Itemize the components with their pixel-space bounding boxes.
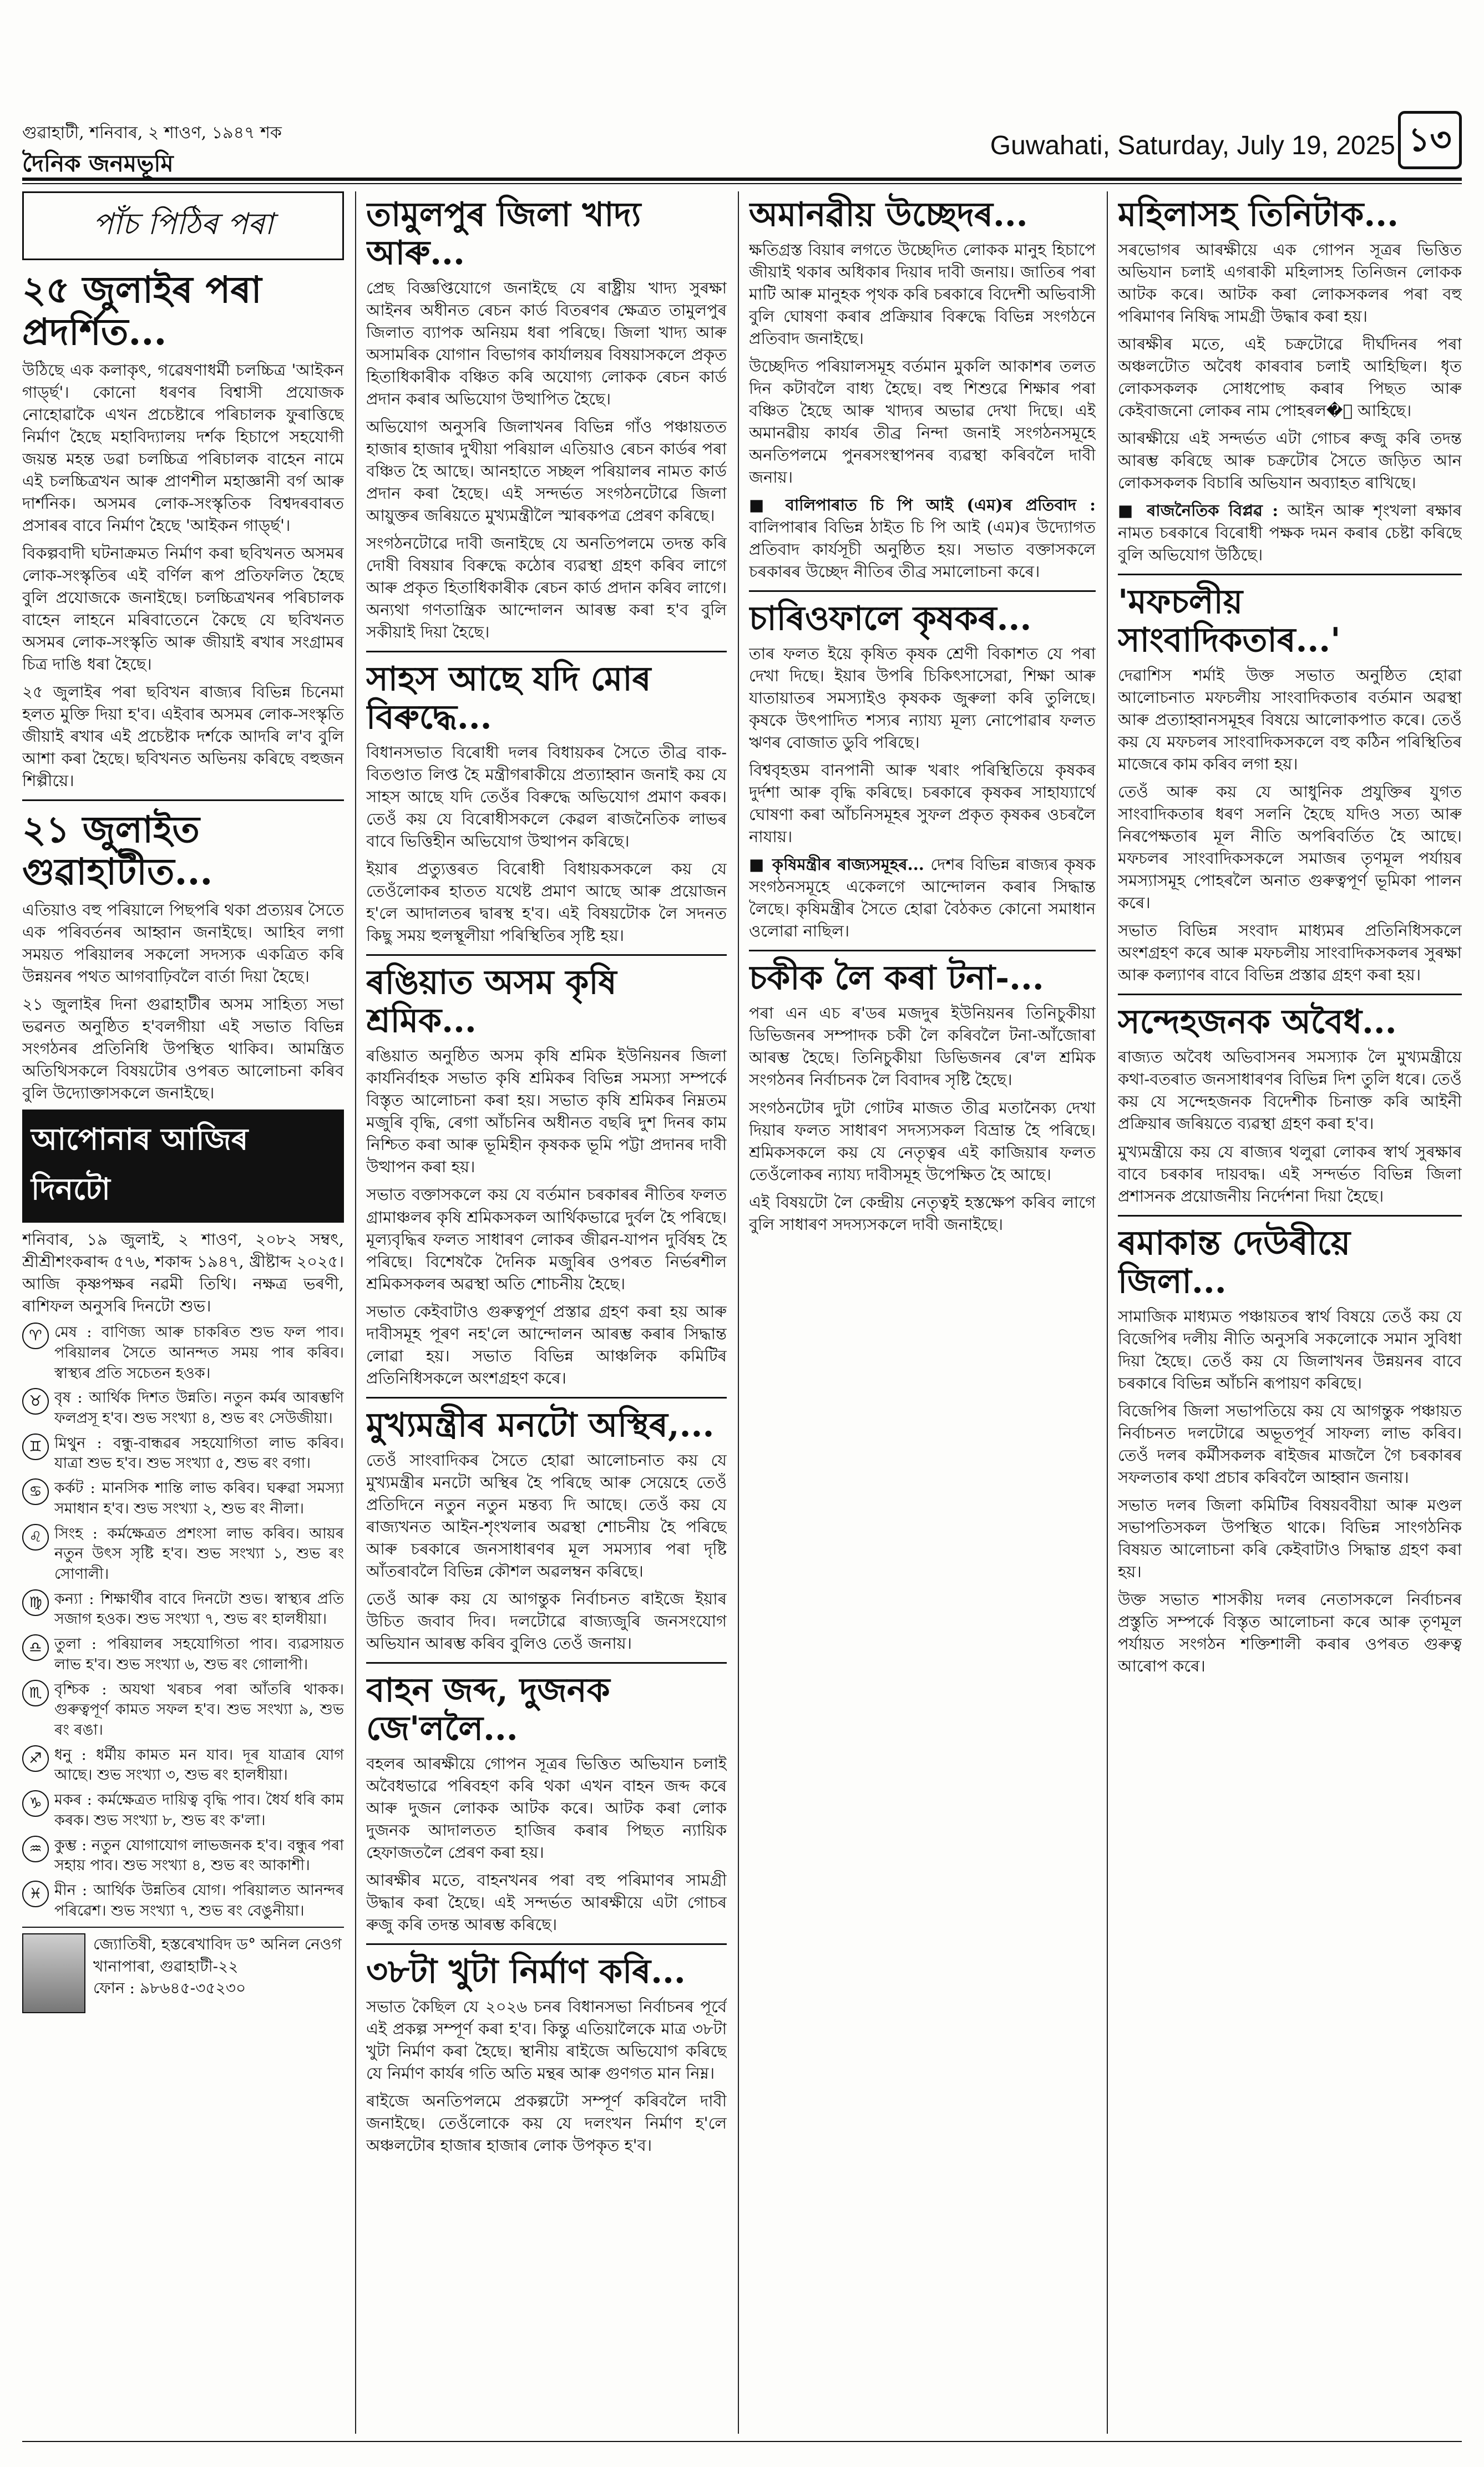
bullet-lead: ■ ৰাজনৈতিক বিপ্লৱ :: [1118, 501, 1279, 520]
astrologer-photo: [22, 1933, 85, 2013]
horoscope-text: মেষ : বাণিজ্য আৰু চাকৰিত শুভ ফল পাব। পৰিয়ালৰ সৈতে আনন্দত সময় পাৰ কৰিব। স্বাস্থ্যৰ প্ৰতি সচেতন হওক।: [54, 1324, 344, 1382]
masthead-rule-thin: [22, 183, 1462, 184]
article-paragraph: সংগঠনটোৰ দুটা গোটৰ মাজত তীব্ৰ মতানৈক্য দেখা দিয়াৰ ফলত সাধাৰণ সদস্যসকল বিভ্ৰান্ত হৈ পৰিছে। শ্ৰমিকসকলে কয় যে নেতৃত্বৰ এই কাজিয়াৰ ফলত তেওঁলোকৰ ন্যায্য দাবীসমূহ উপেক্ষিত হৈ আছে।: [749, 1098, 1096, 1184]
article-paragraph: দেৱাশিস শৰ্মাই উক্ত সভাত অনুষ্ঠিত হোৱা আলোচনাত মফচলীয় সাংবাদিকতাৰ বৰ্তমান অৱস্থা আৰু প্ৰত্যাহ্বানসমূহৰ বিষয়ে আলোকপাত কৰে। তেওঁ কয় যে মফচলৰ সাংবাদিকসকলে বহু কঠিন পৰিস্থিতিৰ মাজেৰে কাম কৰিব লগা হয়।: [1118, 666, 1462, 774]
dateline-left: গুৱাহাটী, শনিবাৰ, ২ শাওণ, ১৯৪৭ শক: [22, 123, 282, 143]
capricorn-icon: ♑: [22, 1790, 49, 1817]
horoscope-item: [22, 1524, 344, 1585]
astrologer-card: [22, 1927, 344, 2013]
article-paragraph: সভাত দলৰ জিলা কমিটিৰ বিষয়ববীয়া আৰু মণ্ডল সভাপতিসকল উপস্থিত থাকে। বিভিন্ন সাংগঠনিক বিষয়ত আলোচনা কৰি কেইবাটাও সিদ্ধান্ত গ্ৰহণ কৰা হয়।: [1118, 1495, 1462, 1581]
headline[interactable]: বাহন জব্দ, দুজনক জে'ললৈ...: [366, 1670, 610, 1748]
column-3: [749, 191, 1096, 2434]
article-paragraph: সৰভোগৰ আৰক্ষীয়ে এক গোপন সূত্ৰৰ ভিত্তিত অভিযান চলাই এগৰাকী মহিলাসহ তিনিজন লোকক আটক কৰে। আটক কৰা লোকসকলৰ পৰা বহু পৰিমাণৰ নিষিদ্ধ সামগ্ৰী উদ্ধাৰ কৰা হয়।: [1118, 240, 1462, 326]
horoscope-item: [22, 1745, 344, 1786]
cancer-icon: ♋: [22, 1478, 49, 1505]
horoscope-list: [22, 1323, 344, 1921]
article-paragraph: উক্ত সভাত শাসকীয় দলৰ নেতাসকলে নিৰ্বাচনৰ প্ৰস্তুতি সম্পৰ্কে বিস্তৃত আলোচনা কৰে আৰু তৃণমূল পৰ্যায়ত সংগঠন শক্তিশালী কৰাৰ ওপৰত গুৰুত্ব আৰোপ কৰে।: [1118, 1589, 1462, 1675]
headline[interactable]: অমানৱীয় উচ্ছেদৰ...: [749, 195, 1028, 234]
column-2: [366, 191, 727, 2434]
headline[interactable]: তামুলপুৰ জিলা খাদ্য আৰু...: [366, 195, 641, 272]
column-divider: [355, 191, 356, 2434]
horoscope-text: সিংহ : কৰ্মক্ষেত্ৰত প্ৰশংসা লাভ কৰিব। আয়ৰ নতুন উৎস সৃষ্টি হ'ব। শুভ সংখ্যা ১, শুভ ৰং সোণালী।: [54, 1524, 344, 1583]
horoscope-intro: শনিবাৰ, ১৯ জুলাই, ২ শাওণ, ২০৮২ সম্বৎ, শ্ৰীশ্ৰীশংকৰাব্দ ৫৭৬, শকাব্দ ১৯৪৭, খ্ৰীষ্টাব্দ ২০২৫। আজি কৃষ্ণপক্ষৰ নৱমী তিথি। নক্ষত্ৰ ভৰণী, ৰাশিফল অনুসৰি দিনটো শুভ।: [22, 1230, 344, 1316]
divider: [749, 950, 1096, 951]
astrologer-place: খানাপাৰা, গুৱাহাটী-২২: [93, 1957, 239, 1975]
aries-icon: ♈: [22, 1323, 49, 1349]
article-bullet: [1118, 499, 1462, 566]
divider: [366, 1662, 727, 1664]
article-paragraph: আৰক্ষীৰ মতে, বাহনখনৰ পৰা বহু পৰিমাণৰ সামগ্ৰী উদ্ধাৰ কৰা হৈছে। এই সন্দৰ্ভত আৰক্ষীয়ে এটা গোচৰ ৰুজু কৰি তদন্ত আৰম্ভ কৰিছে।: [366, 1870, 727, 1934]
horoscope-text: তুলা : পৰিয়ালৰ সহযোগিতা পাব। ব্যৱসায়ত লাভ হ'ব। শুভ সংখ্যা ৬, শুভ ৰং গোলাপী।: [54, 1635, 344, 1673]
bullet-text: বালিপাৰাৰ বিভিন্ন ঠাইত চি পি আই (এম)ৰ উদ্যোগত প্ৰতিবাদ কাৰ্যসূচী অনুষ্ঠিত হয়। সভাত বক্তাসকলে চৰকাৰৰ উচ্ছেদ নীতিৰ তীব্ৰ সমালোচনা কৰে।: [749, 518, 1096, 581]
article-paragraph: ২৫ জুলাইৰ পৰা ছবিখন ৰাজ্যৰ বিভিন্ন চিনেমা হলত মুক্তি দিয়া হ'ব। এইবাৰ অসমৰ লোক-সংস্কৃতি জীয়াই ৰখাৰ এই প্ৰচেষ্টাক দৰ্শকে আদৰি ল'ব বুলি আশা কৰা হৈছে। ছবিখনত অভিনয় কৰিছে বহুজন শিল্পীয়ে।: [22, 682, 344, 791]
virgo-icon: ♍: [22, 1589, 49, 1616]
article-paragraph: সভাত বিভিন্ন সংবাদ মাধ্যমৰ প্ৰতিনিধিসকলে অংশগ্ৰহণ কৰে আৰু মফচলীয় সাংবাদিকসকলৰ সুৰক্ষা আৰু কল্যাণৰ বাবে বিভিন্ন প্ৰস্তাৱ গ্ৰহণ কৰা হয়।: [1118, 921, 1462, 985]
horoscope-item: [22, 1836, 344, 1876]
astrologer-name: জ্যোতিষী, হস্তৰেখাবিদ ড° অনিল নেওগ: [93, 1935, 342, 1954]
divider: [366, 651, 727, 652]
aquarius-icon: ♒: [22, 1836, 49, 1862]
leo-icon: ♌: [22, 1524, 49, 1551]
article-paragraph: ৰাজ্যত অবৈধ অভিবাসনৰ সমস্যাক লৈ মুখ্যমন্ত্ৰীয়ে কথা-বতৰাত জনসাধাৰণৰ বিভিন্ন দিশ তুলি ধৰে। তেওঁ কয় যে সন্দেহজনক বিদেশীক চিনাক্ত কৰি আইনী প্ৰক্ৰিয়াৰ জৰিয়তে ব্যৱস্থা গ্ৰহণ কৰা হ'ব।: [1118, 1047, 1462, 1133]
divider: [366, 954, 727, 956]
article-paragraph: মুখ্যমন্ত্ৰীয়ে কয় যে ৰাজ্যৰ থলুৱা লোকৰ স্বাৰ্থ সুৰক্ষাৰ বাবে চৰকাৰ দায়বদ্ধ। এই সন্দৰ্ভত বিভিন্ন জিলা প্ৰশাসনক প্ৰয়োজনীয় নিৰ্দেশনা দিয়া হৈছে।: [1118, 1142, 1462, 1205]
horoscope-item: [22, 1433, 344, 1474]
article-paragraph: উঠিছে এক কলাকৃৎ, গৱেষণাধৰ্মী চলচ্চিত্ৰ 'আইকন গাৰ্ড্ছ'। কোনো ধৰণৰ বিশ্বাসী প্ৰযোজক নোহোৱাকৈ এখন প্ৰচেষ্টাৰে পৰিচালক ফুৰাত্তিছে নিৰ্মাণ হৈছে মহাবিদ্যালয় দৰ্শক হিচাপে সহযোগী জয়ন্ত মহন্ত ডৱা চলচ্চিত্ৰ পৰিচালক বাহেন নামে এই চলচ্চিত্ৰখন আৰু প্ৰাণশীল মহাজ্ঞানী বৰ্গ আৰু দাৰ্শনিক। অসমৰ লোক-সংস্কৃতিক বিশ্বদৰবাৰত প্ৰসাৰৰ বাবে নিৰ্মাণ হৈছে 'আইকন গাৰ্ড্ছ'।: [22, 360, 344, 535]
astrologer-phone: ফোন : ৯৮৬৪৫-৩৫২৩০: [93, 1978, 246, 1997]
masthead-rule: [22, 178, 1462, 181]
article-paragraph: বিজেপিৰ জিলা সভাপতিয়ে কয় যে আগন্তুক পঞ্চায়ত নিৰ্বাচনত দলটোৱে অভূতপূৰ্ব সাফল্য লাভ কৰিব। তেওঁ দলৰ কৰ্মীসকলক ৰাইজৰ মাজলৈ গৈ চৰকাৰৰ সফলতাৰ কথা প্ৰচাৰ কৰিবলৈ আহ্বান জনায়।: [1118, 1401, 1462, 1487]
horoscope-item: [22, 1388, 344, 1428]
headline[interactable]: মুখ্যমন্ত্ৰীৰ মনটো অস্থিৰ,...: [366, 1405, 715, 1445]
article-paragraph: পৰা এন এচ ৰ'ডৰ মজদুৰ ইউনিয়নৰ তিনিচুকীয়া ডিভিজনৰ সম্পাদক চকী লৈ কৰিবলৈ টনা-আঁজোৰা আৰম্ভ হৈছে। তিনিচুকীয়া ডিভিজনৰ ৰে'ল শ্ৰমিক সংগঠনৰ নিৰ্বাচনক লৈ বিবাদৰ সৃষ্টি হৈছে।: [749, 1004, 1096, 1090]
horoscope-text: বৃষ : আৰ্থিক দিশত উন্নতি। নতুন কৰ্মৰ আৰম্ভণি ফলপ্ৰসূ হ'ব। শুভ সংখ্যা ৪, শুভ ৰং সেউজীয়া।: [54, 1389, 344, 1427]
headline[interactable]: ২১ জুলাইত গুৱাহাটীত...: [22, 808, 213, 893]
article-paragraph: এই বিষয়টো লৈ কেন্দ্ৰীয় নেতৃত্বই হস্তক্ষেপ কৰিব লাগে বুলি সাধাৰণ সদস্যসকলে দাবী জনাইছে।: [749, 1192, 1096, 1234]
article-paragraph: তাৰ ফলত ইয়ে কৃষিত কৃষক শ্ৰেণী বিকাশত যে পৰা দেখা দিছে। ইয়াৰ উপৰি চিকিৎসাসেৱা, শিক্ষা আৰু যাতায়াতৰ সমস্যাইও কৃষকক জুৰুলা কৰি তুলিছে। কৃষকে উৎপাদিত শস্যৰ ন্যায্য মূল্য নোপোৱাৰ ফলত ঋণৰ বোজাত ডুবি পৰিছে।: [749, 644, 1096, 752]
horoscope-text: মীন : আৰ্থিক উন্নতিৰ যোগ। পৰিয়ালত আনন্দৰ পৰিৱেশ। শুভ সংখ্যা ৭, শুভ ৰং বেঙুনীয়া।: [54, 1882, 344, 1919]
horoscope-text: বৃশ্চিক : অযথা খৰচৰ পৰা আঁতৰি থাকক। গুৰুত্বপূৰ্ণ কামত সফল হ'ব। শুভ সংখ্যা ৯, শুভ ৰং ৰঙা।: [54, 1680, 344, 1739]
bullet-lead: ■ কৃষিমন্ত্ৰীৰ ৰাজ্যসমূহৰ...: [749, 855, 924, 874]
bullet-text: দেশৰ বিভিন্ন ৰাজ্যৰ কৃষক সংগঠনসমূহে একেলগে আন্দোলন কৰাৰ সিদ্ধান্ত লৈছে। কৃষিমন্ত্ৰীৰ সৈতে হোৱা বৈঠকত কোনো সমাধান ওলোৱা নাছিল।: [749, 855, 1096, 941]
section-banner: পাঁচ পিঠিৰ পৰা: [22, 191, 344, 260]
footer-rule: [22, 2441, 1462, 2442]
article-paragraph: বিধানসভাত বিৰোধী দলৰ বিধায়কৰ সৈতে তীব্ৰ বাক-বিতণ্ডাত লিপ্ত হৈ মন্ত্ৰীগৰাকীয়ে প্ৰত্যাহ্বান জনাই কয় যে সাহস আছে যদি তেওঁৰ বিৰুদ্ধে অভিযোগ প্ৰমাণ কৰক। তেওঁ কয় যে বিৰোধীসকলে কেৱল ৰাজনৈতিক লাভৰ বাবে ভিত্তিহীন অভিযোগ উত্থাপন কৰিছে।: [366, 743, 727, 851]
pisces-icon: ♓: [22, 1881, 49, 1907]
article-paragraph: তেওঁ সাংবাদিকৰ সৈতে হোৱা আলোচনাত কয় যে মুখ্যমন্ত্ৰীৰ মনটো অস্থিৰ হৈ পৰিছে আৰু সেয়েহে তেওঁ প্ৰতিদিনে নতুন নতুন মন্তব্য দি আছে। তেওঁ কয় যে ৰাজ্যখনত আইন-শৃংখলাৰ অৱস্থা শোচনীয় হৈ পৰিছে আৰু চৰকাৰে জনসাধাৰণৰ মূল সমস্যাৰ পৰা দৃষ্টি আঁতৰাবলৈ বিভিন্ন কৌশল অৱলম্বন কৰিছে।: [366, 1450, 727, 1580]
horoscope-item: [22, 1680, 344, 1741]
horoscope-text: মিথুন : বন্ধু-বান্ধৱৰ সহযোগিতা লাভ কৰিব। যাত্ৰা শুভ হ'ব। শুভ সংখ্যা ৫, শুভ ৰং বগা।: [54, 1434, 344, 1472]
article-bullet: [749, 494, 1096, 582]
divider: [22, 799, 344, 801]
column-4: [1118, 191, 1462, 2434]
article-bullet: [749, 853, 1096, 942]
article-paragraph: সামাজিক মাধ্যমত পঞ্চায়তৰ স্বাৰ্থ বিষয়ে তেওঁ কয় যে বিজেপিৰ দলীয় নীতি অনুসৰি সকলোকে সমান সুবিধা দিয়া হৈছে। তেওঁ কয় যে জিলাখনৰ উন্নয়নৰ বাবে চৰকাৰে বিভিন্ন আঁচনি ৰূপায়ণ কৰিছে।: [1118, 1306, 1462, 1392]
horoscope-text: মকৰ : কৰ্মক্ষেত্ৰত দায়িত্ব বৃদ্ধি পাব। ধৈৰ্য ধৰি কাম কৰক। শুভ সংখ্যা ৮, শুভ ৰং ক'লা।: [54, 1791, 344, 1829]
article-paragraph: ৰাইজে অনতিপলমে প্ৰকল্পটো সম্পূৰ্ণ কৰিবলৈ দাবী জনাইছে। তেওঁলোকে কয় যে দলংখন নিৰ্মাণ হ'লে অঞ্চলটোৰ হাজাৰ হাজাৰ লোক উপকৃত হ'ব।: [366, 2091, 727, 2155]
horoscope-item: [22, 1881, 344, 1921]
horoscope-item: [22, 1790, 344, 1831]
divider: [1118, 1215, 1462, 1217]
article-paragraph: বহলৰ আৰক্ষীয়ে গোপন সূত্ৰৰ ভিত্তিত অভিযান চলাই অবৈধভাৱে পৰিবহণ কৰি থকা এখন বাহন জব্দ কৰে আৰু দুজন লোকক আটক কৰে। আটক কৰা লোক দুজনক আদালতত হাজিৰ কৰাৰ পিছত ন্যায়িক হেফাজতলৈ প্ৰেৰণ কৰা হয়।: [366, 1754, 727, 1862]
article-paragraph: সভাত কৈছিল যে ২০২৬ চনৰ বিধানসভা নিৰ্বাচনৰ পূৰ্বে এই প্ৰকল্প সম্পূৰ্ণ কৰা হ'ব। কিন্তু এতিয়ালৈকে মাত্ৰ ৩৮টা খুটা নিৰ্মাণ কৰা হৈছে। স্থানীয় ৰাইজে অভিযোগ কৰিছে যে নিৰ্মাণ কাৰ্যৰ গতি অতি মন্থৰ আৰু গুণগত মান নিম্ন।: [366, 1997, 727, 2083]
headline[interactable]: চাৰিওফালে কৃষকৰ...: [749, 599, 1032, 639]
article-paragraph: ক্ষতিগ্ৰস্ত বিয়াৰ লগতে উচ্ছেদিত লোকক মানুহ হিচাপে জীয়াই থকাৰ অধিকাৰ দিয়াৰ দাবী জনায়। জাতিৰ পৰা মাটি আৰু মানুহক পৃথক কৰি চৰকাৰে বিদেশী অভিবাসী বুলি ঘোষণা কৰাৰ প্ৰক্ৰিয়াৰ বিৰুদ্ধে বিভিন্ন সংগঠনে প্ৰতিবাদ জনাইছে।: [749, 240, 1096, 348]
horoscope-item: [22, 1323, 344, 1384]
headline[interactable]: ২৫ জুলাইৰ পৰা প্ৰদৰ্শিত...: [22, 268, 262, 353]
column-divider: [738, 191, 739, 2434]
article-paragraph: আৰক্ষীৰ মতে, এই চক্ৰটোৱে দীৰ্ঘদিনৰ পৰা অঞ্চলটোত অবৈধ কাৰবাৰ চলাই আহিছিল। ধৃত লোকসকলক সোধপোছ কৰাৰ পিছত আৰু কেইবাজনো লোকৰ নাম পোহৰল�ৈ আহিছে।: [1118, 335, 1462, 421]
headline[interactable]: মহিলাসহ তিনিটাক...: [1118, 195, 1399, 234]
article-paragraph: সংগঠনটোৱে দাবী জনাইছে যে অনতিপলমে তদন্ত কৰি দোষী বিষয়াৰ বিৰুদ্ধে কঠোৰ ব্যৱস্থা গ্ৰহণ কৰিব লাগে আৰু প্ৰকৃত হিতাধিকাৰীক ৰেচন কাৰ্ড প্ৰদান কৰিব লাগে। অন্যথা গণতান্ত্ৰিক আন্দোলন আৰম্ভ কৰা হ'ব বুলি সকীয়াই দিয়া হৈছে।: [366, 534, 727, 642]
headline[interactable]: ৰঙিয়াত অসম কৃষি শ্ৰমিক...: [366, 963, 617, 1041]
libra-icon: ♎: [22, 1634, 49, 1661]
horoscope-text: কুম্ভ : নতুন যোগাযোগ লাভজনক হ'ব। বন্ধুৰ পৰা সহায় পাব। শুভ সংখ্যা ৪, শুভ ৰং আকাশী।: [54, 1836, 344, 1875]
horoscope-item: [22, 1478, 344, 1519]
divider: [1118, 994, 1462, 995]
bullet-text: আইন আৰু শৃংখলা ৰক্ষাৰ নামত চৰকাৰে বিৰোধী পক্ষক দমন কৰাৰ চেষ্টা কৰিছে বুলি অভিযোগ উঠিছে।: [1118, 501, 1462, 565]
column-divider: [1107, 191, 1108, 2434]
horoscope-title[interactable]: আপোনাৰ আজিৰ দিনটো: [22, 1110, 344, 1223]
article-paragraph: সভাত বক্তাসকলে কয় যে বৰ্তমান চৰকাৰৰ নীতিৰ ফলত গ্ৰামাঞ্চলৰ কৃষি শ্ৰমিকসকল আৰ্থিকভাৱে দুৰ্বল হৈ পৰিছে। মূল্যবৃদ্ধিৰ ফলত সাধাৰণ লোকৰ জীৱন-যাপন দুৰ্বিষহ হৈ পৰিছে। বিশেষকৈ দৈনিক মজুৰিৰ ওপৰত নিৰ্ভৰশীল শ্ৰমিকসকলৰ অৱস্থা অতি শোচনীয় হৈছে।: [366, 1185, 727, 1293]
column-1: [22, 191, 344, 2434]
article-paragraph: ইয়াৰ প্ৰত্যুত্তৰত বিৰোধী বিধায়কসকলে কয় যে তেওঁলোকৰ হাতত যথেষ্ট প্ৰমাণ আছে আৰু প্ৰয়োজন হ'লে আদালতৰ দ্বাৰস্থ হ'ব। এই বিষয়টোক লৈ সদনত কিছু সময় হুলস্থূলীয়া পৰিস্থিতিৰ সৃষ্টি হয়।: [366, 859, 727, 945]
bullet-lead: ■ বালিপাৰাত চি পি আই (এম)ৰ প্ৰতিবাদ :: [749, 495, 1096, 515]
headline[interactable]: ৰমাকান্ত দেউৰীয়ে জিলা...: [1118, 1223, 1351, 1301]
dateline-right: Guwahati, Saturday, July 19, 2025: [990, 131, 1395, 160]
divider: [1118, 574, 1462, 575]
article-paragraph: উচ্ছেদিত পৰিয়ালসমূহ বৰ্তমান মুকলি আকাশৰ তলত দিন কটাবলৈ বাধ্য হৈছে। বহু শিশুৱে শিক্ষাৰ পৰা বঞ্চিত হৈছে আৰু খাদ্যৰ অভাৱ দেখা দিছে। এই অমানৱীয় কাৰ্যৰ তীব্ৰ নিন্দা জনাই সংগঠনসমূহে অনতিপলমে পুনৰসংস্থাপনৰ ব্যৱস্থা কৰিবলৈ দাবী জনায়।: [749, 357, 1096, 487]
horoscope-item: [22, 1634, 344, 1675]
divider: [749, 590, 1096, 592]
headline[interactable]: চকীক লৈ কৰা টনা-...: [749, 959, 1044, 998]
headline[interactable]: ৩৮টা খুটা নিৰ্মাণ কৰি...: [366, 1952, 686, 1991]
horoscope-text: কন্যা : শিক্ষাৰ্থীৰ বাবে দিনটো শুভ। স্বাস্থ্যৰ প্ৰতি সজাগ হওক। শুভ সংখ্যা ৭, শুভ ৰং হালধীয়া।: [54, 1590, 344, 1628]
article-paragraph: আৰক্ষীয়ে এই সন্দৰ্ভত এটা গোচৰ ৰুজু কৰি তদন্ত আৰম্ভ কৰিছে আৰু চক্ৰটোৰ সৈতে জড়িত আন লোকসকলক বিচাৰি অভিযান অব্যাহত ৰাখিছে।: [1118, 429, 1462, 493]
article-paragraph: তেওঁ আৰু কয় যে আধুনিক প্ৰযুক্তিৰ যুগত সাংবাদিকতাৰ ধৰণ সলনি হৈছে যদিও সত্য আৰু নিৰপেক্ষতাৰ মূল নীতি অপৰিবৰ্তিত হৈ আছে। মফচলৰ সাংবাদিকসকলে সমাজৰ তৃণমূল পৰ্যায়ৰ সমস্যাসমূহ পোহৰলৈ অনাত গুৰুত্বপূৰ্ণ ভূমিকা পালন কৰে।: [1118, 782, 1462, 913]
article-paragraph: সভাত কেইবাটাও গুৰুত্বপূৰ্ণ প্ৰস্তাৱ গ্ৰহণ কৰা হয় আৰু দাবীসমূহ পূৰণ নহ'লে আন্দোলন আৰম্ভ কৰাৰ সিদ্ধান্ত লোৱা হয়। সভাত বিভিন্ন আঞ্চলিক কমিটিৰ প্ৰতিনিধিসকলে অংশগ্ৰহণ কৰে।: [366, 1301, 727, 1387]
headline[interactable]: 'মফচলীয় সাংবাদিকতাৰ...': [1118, 582, 1341, 660]
article-paragraph: এতিয়াও বহু পৰিয়ালে পিছপৰি থকা প্ৰত্যয়ৰ সৈতে এক পৰিবৰ্তনৰ আহ্বান জনাইছে। আহিব লগা সময়ত পৰিয়ালৰ সকলো সদস্যক একত্ৰিত কৰি উন্নয়নৰ পথত আগবাঢ়িবলৈ বাৰ্তা দিয়া হৈছে।: [22, 900, 344, 986]
gemini-icon: ♊: [22, 1433, 49, 1460]
headline[interactable]: সাহস আছে যদি মোৰ বিৰুদ্ধে...: [366, 660, 651, 737]
divider: [366, 1397, 727, 1399]
taurus-icon: ♉: [22, 1388, 49, 1415]
horoscope-text: ধনু : ধৰ্মীয় কামত মন যাব। দূৰ যাত্ৰাৰ যোগ আছে। শুভ সংখ্যা ৩, শুভ ৰং হালধীয়া।: [54, 1746, 344, 1784]
horoscope-item: [22, 1589, 344, 1630]
article-paragraph: অভিযোগ অনুসৰি জিলাখনৰ বিভিন্ন গাঁও পঞ্চায়তত হাজাৰ হাজাৰ দুখীয়া পৰিয়াল এতিয়াও ৰেচন কাৰ্ডৰ পৰা বঞ্চিত হৈ আছে। আনহাতে সচ্ছল পৰিয়ালৰ নামত কাৰ্ড প্ৰদান কৰা হৈছে। এই সন্দৰ্ভত সংগঠনটোৱে জিলা আয়ুক্তৰ জৰিয়তে মুখ্যমন্ত্ৰীলৈ স্মাৰকপত্ৰ প্ৰেৰণ কৰিছে।: [366, 417, 727, 525]
article-paragraph: বিকল্পবাদী ঘটনাক্ৰমত নিৰ্মাণ কৰা ছবিখনত অসমৰ লোক-সংস্কৃতিৰ এই বৰ্ণিল ৰূপ প্ৰতিফলিত হৈছে বুলি প্ৰযোজকে জনাইছে। চলচ্চিত্ৰখনৰ পৰিচালক বাহেন লাহনে মৰিবাতেনে কৈছে যে ছবিখনত অসমৰ লোক-সংস্কৃতি আৰু জীয়াই ৰখাৰ সংগ্ৰামৰ চিত্ৰ দাঙি ধৰা হৈছে।: [22, 543, 344, 673]
article-paragraph: তেওঁ আৰু কয় যে আগন্তুক নিৰ্বাচনত ৰাইজে ইয়াৰ উচিত জবাব দিব। দলটোৱে ৰাজ্যজুৰি জনসংযোগ অভিযান আৰম্ভ কৰিব বুলিও তেওঁ জনায়।: [366, 1589, 727, 1653]
article-paragraph: বিশ্ববৃহত্তম বানপানী আৰু খৰাং পৰিস্থিতিয়ে কৃষকৰ দুৰ্দশা আৰু বৃদ্ধি কৰিছে। চৰকাৰে কৃষকৰ সাহায্যাৰ্থে ঘোষণা কৰা আঁচনিসমূহৰ সুফল প্ৰকৃত কৃষকৰ ওচৰলৈ নাযায়।: [749, 761, 1096, 847]
article-paragraph: ২১ জুলাইৰ দিনা গুৱাহাটীৰ অসম সাহিত্য সভা ভৱনত অনুষ্ঠিত হ'বলগীয়া এই সভাত বিভিন্ন সংগঠনৰ প্ৰতিনিধি উপস্থিত থাকিব। আমন্ত্ৰিত অতিথিসকলে বিষয়টোৰ ওপৰত আলোচনা কৰিব বুলি উদ্যোক্তাসকলে জনাইছে।: [22, 994, 344, 1102]
horoscope-text: কৰ্কট : মানসিক শান্তি লাভ কৰিব। ঘৰুৱা সমস্যা সমাধান হ'ব। শুভ সংখ্যা ২, শুভ ৰং নীলা।: [54, 1480, 344, 1517]
divider: [366, 1943, 727, 1945]
scorpio-icon: ♏: [22, 1680, 49, 1706]
article-paragraph: ৰঙিয়াত অনুষ্ঠিত অসম কৃষি শ্ৰমিক ইউনিয়নৰ জিলা কাৰ্যনিৰ্বাহক সভাত কৃষি শ্ৰমিকৰ বিভিন্ন সমস্যা সম্পৰ্কে বিস্তৃত আলোচনা কৰা হয়। সভাত কৃষি শ্ৰমিকৰ নিম্নতম মজুৰি বৃদ্ধি, ৰেগা আঁচনিৰ অধীনত বছৰি দুশ দিনৰ কাম নিশ্চিত কৰা আৰু ভূমিহীন কৃষকক ভূমি পট্টা প্ৰদানৰ দাবী উত্থাপন কৰা হয়।: [366, 1046, 727, 1177]
paper-name: দৈনিক জনমভূমি: [22, 150, 174, 177]
sagittarius-icon: ♐: [22, 1745, 49, 1772]
page-number: ১৩: [1398, 111, 1462, 169]
article-paragraph: প্ৰেছ বিজ্ঞপ্তিযোগে জনাইছে যে ৰাষ্ট্ৰীয় খাদ্য সুৰক্ষা আইনৰ অধীনত ৰেচন কাৰ্ড বিতৰণৰ ক্ষেত্ৰত তামুলপুৰ জিলাত ব্যাপক অনিয়ম ধৰা পৰিছে। জিলা খাদ্য আৰু অসামৰিক যোগান বিভাগৰ কাৰ্যালয়ৰ বিষয়াসকলে প্ৰকৃত হিতাধিকাৰীক বঞ্চিত কৰি অযোগ্য লোকক ৰেচন কাৰ্ড প্ৰদান কৰাৰ অভিযোগ উত্থাপিত হৈছে।: [366, 278, 727, 409]
headline[interactable]: সন্দেহজনক অবৈধ...: [1118, 1002, 1397, 1042]
